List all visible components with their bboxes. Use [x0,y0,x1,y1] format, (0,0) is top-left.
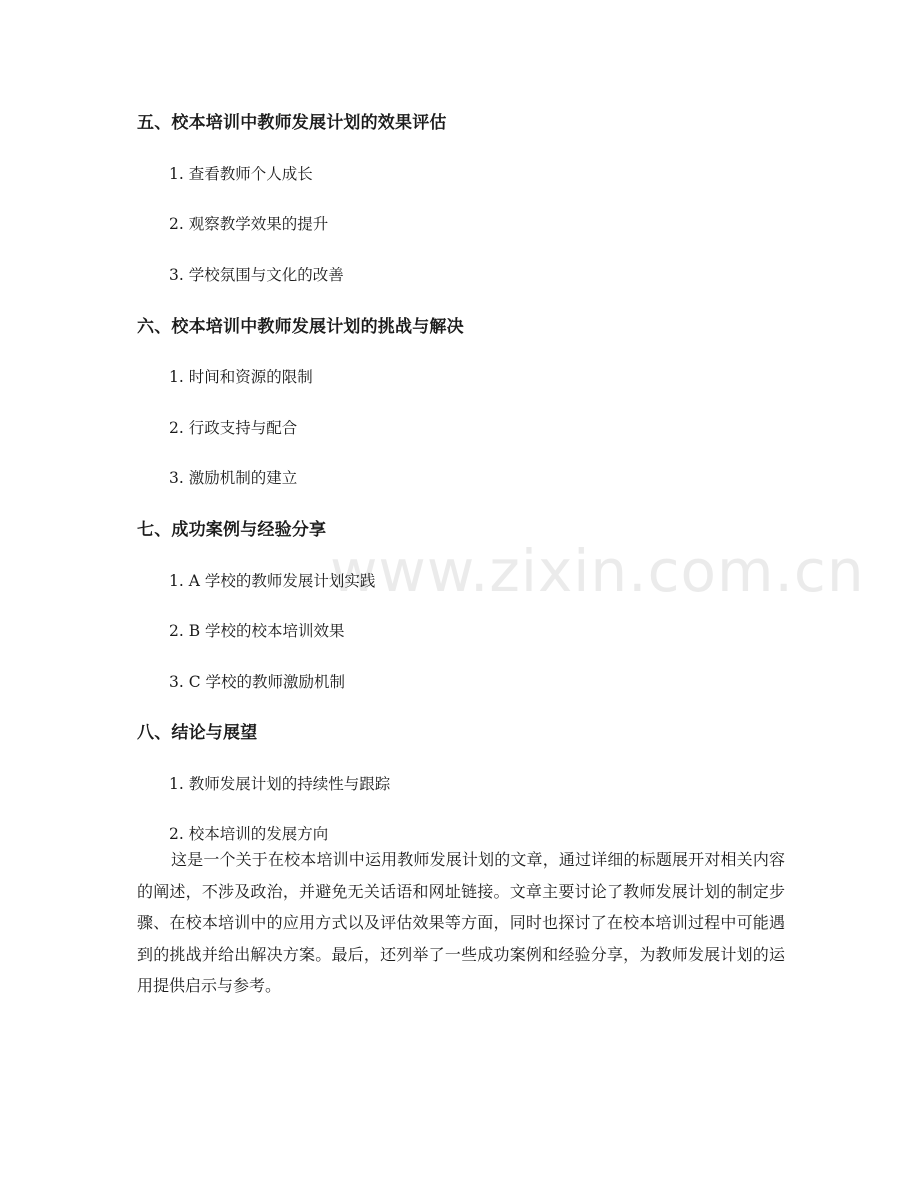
list-item: 3. 激励机制的建立 [169,469,298,487]
summary-paragraph: 这是一个关于在校本培训中运用教师发展计划的文章，通过详细的标题展开对相关内容的阐述，不涉及政治，并避免无关话语和网址链接。文章主要讨论了教师发展计划的制定步骤、在校本培训中的应用方式以及评估效果等方面，同时也探讨了在校本培训过程中可能遇到的挑战并给出解决方案。最后，还列举了一些成功案例和经验分享，为教师发展计划的运用提供启示与参考。 [137,850,785,995]
watermark: www.zixin.com.cn [330,537,865,605]
list-item: 2. 观察教学效果的提升 [169,215,329,233]
section-heading-7: 七、成功案例与经验分享 [137,520,327,540]
section-heading-8: 八、结论与展望 [137,723,258,743]
list-item: 2. 行政支持与配合 [169,419,298,437]
list-item: 3. 学校氛围与文化的改善 [169,266,344,284]
section-heading-6: 六、校本培训中教师发展计划的挑战与解决 [137,317,464,337]
list-item: 2. B 学校的校本培训效果 [169,622,345,640]
list-item: 1. 查看教师个人成长 [169,165,313,183]
list-item: 1. 教师发展计划的持续性与跟踪 [169,775,391,793]
list-item: 3. C 学校的教师激励机制 [169,673,346,691]
list-item: 2. 校本培训的发展方向 [169,825,329,843]
list-item: 1. A 学校的教师发展计划实践 [169,572,376,590]
list-item: 1. 时间和资源的限制 [169,368,313,386]
section-heading-5: 五、校本培训中教师发展计划的效果评估 [137,113,447,133]
